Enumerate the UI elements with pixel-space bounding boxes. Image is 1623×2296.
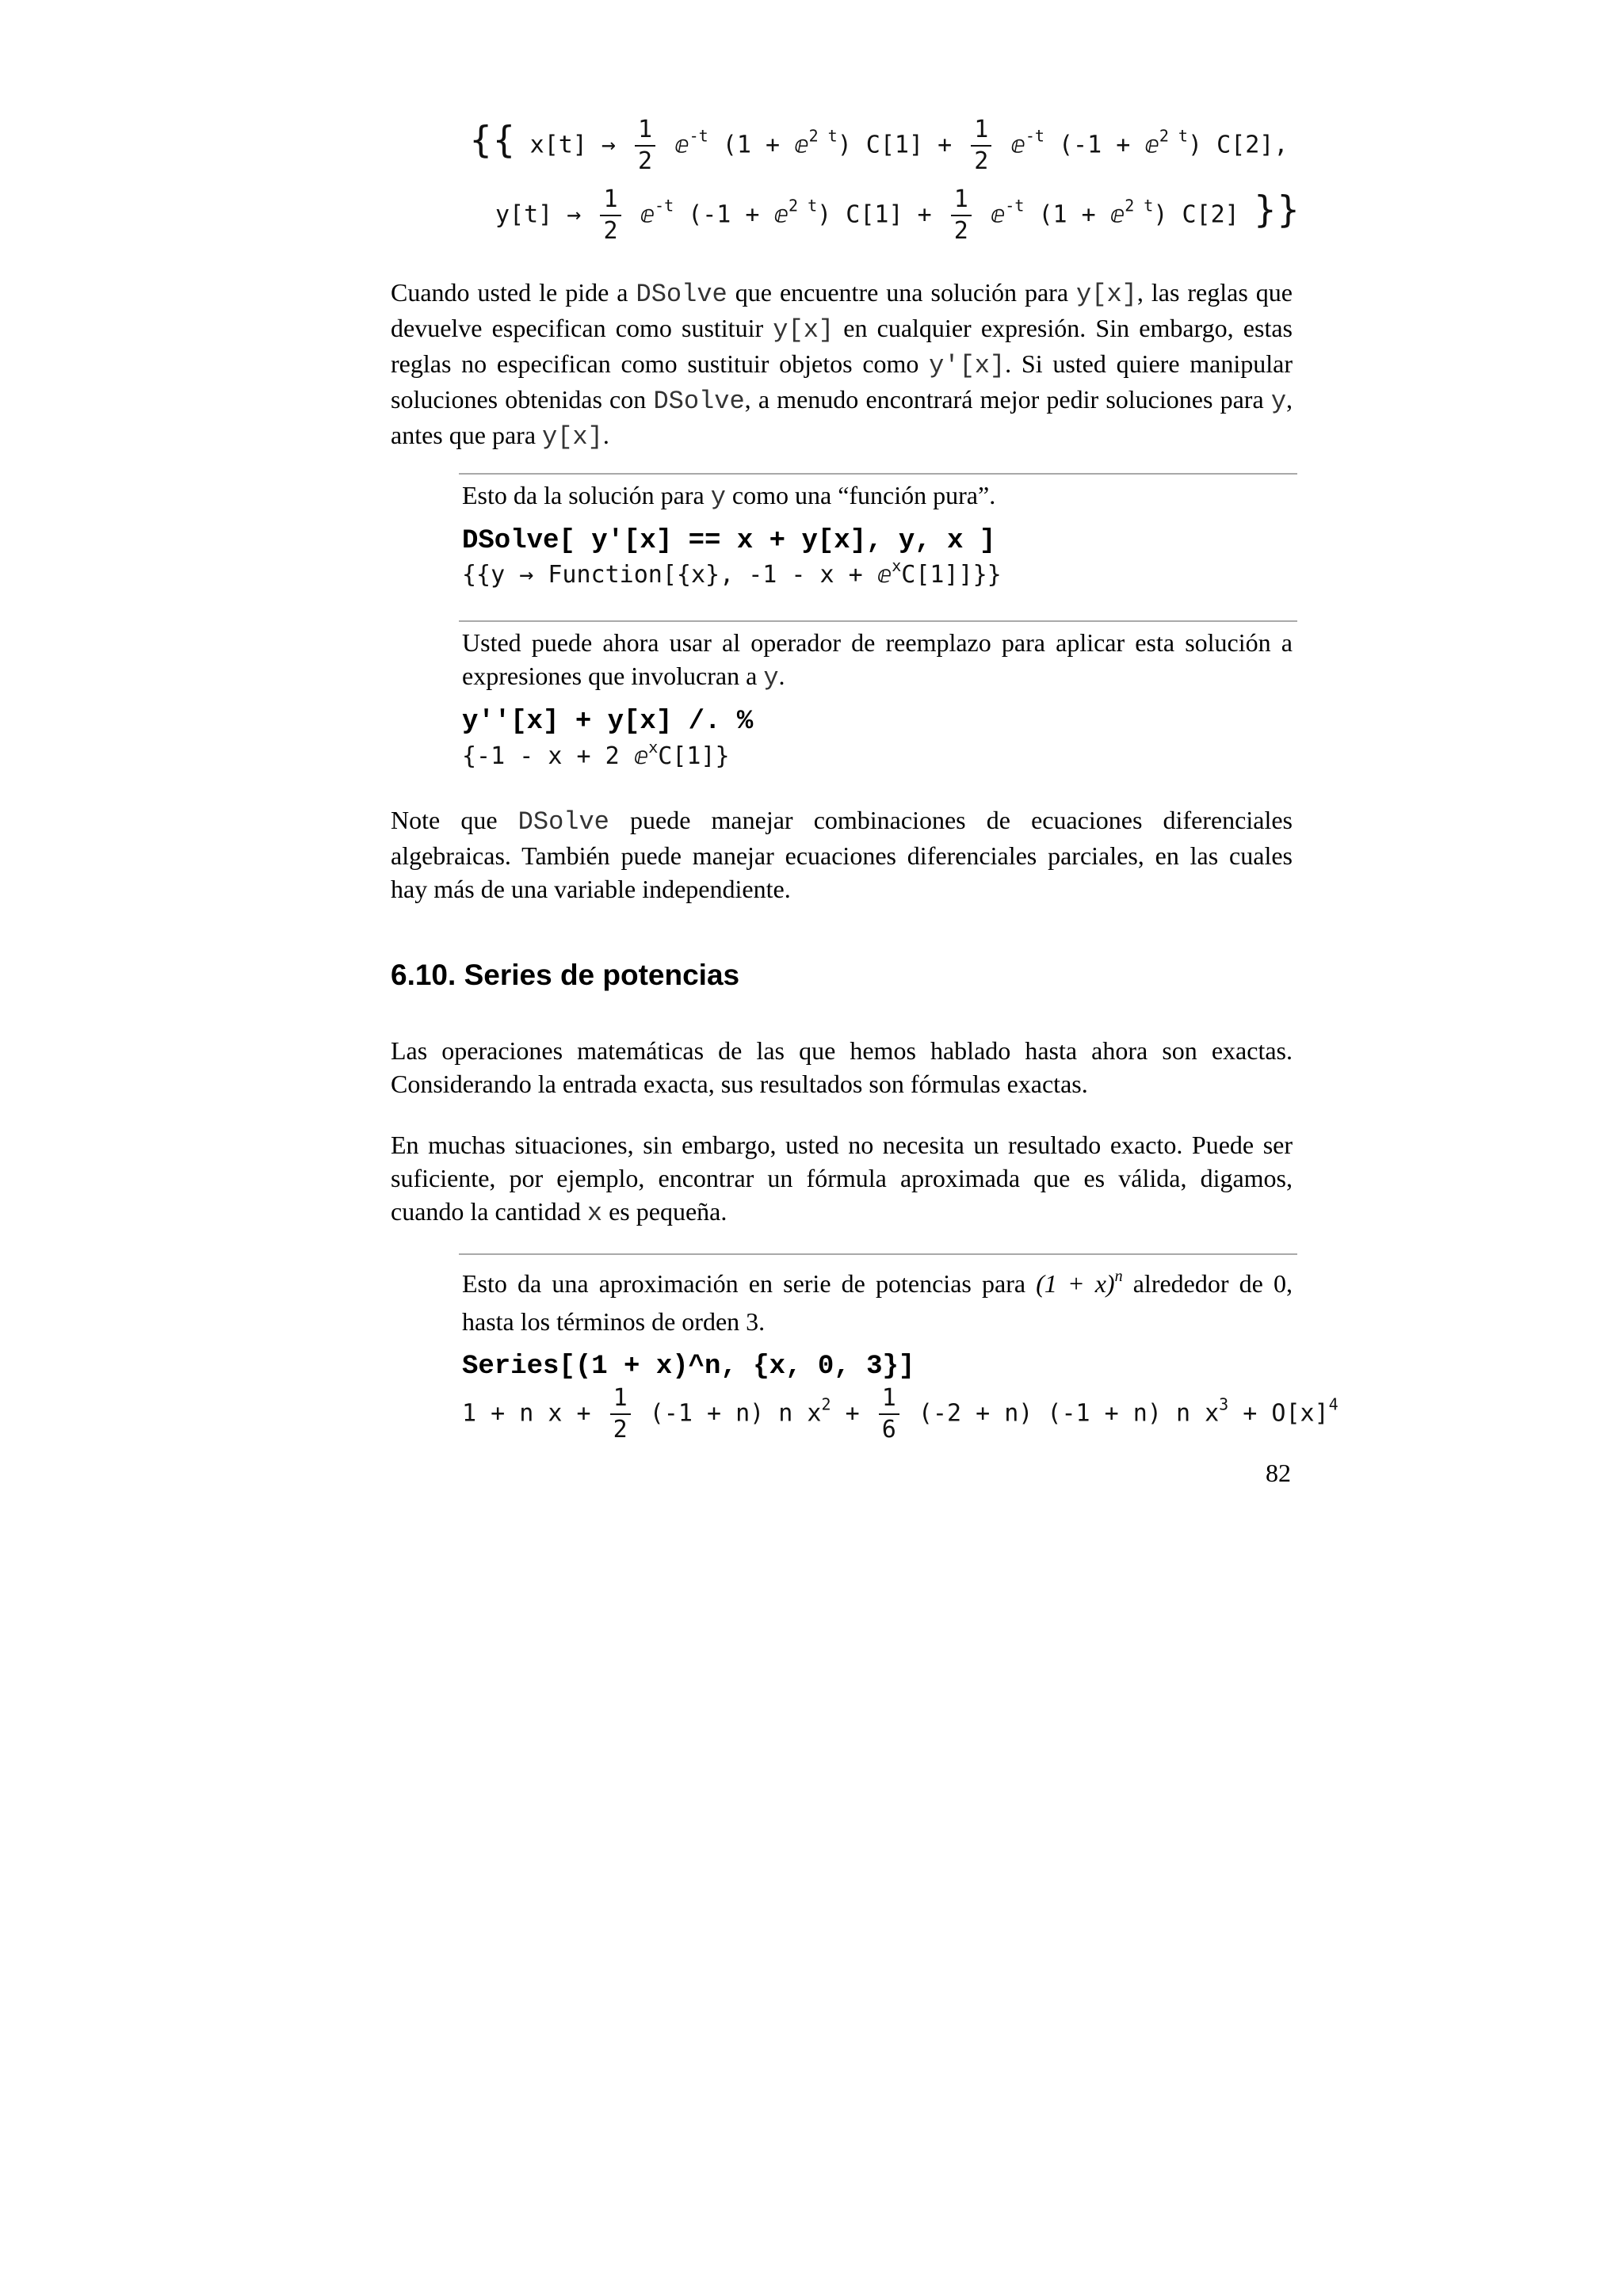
exp-e: ⅇ bbox=[990, 200, 1006, 229]
output-text: C[1]} bbox=[658, 742, 730, 770]
exponent: x bbox=[892, 556, 902, 575]
equation-x-line bbox=[469, 115, 1288, 177]
text-run: Note que bbox=[391, 806, 518, 834]
exponent: x bbox=[648, 738, 659, 757]
close-brace: }} bbox=[1253, 188, 1300, 231]
text-run: . Si usted quiere manipular soluciones obtenidas con bbox=[391, 349, 1293, 414]
inline-code: x bbox=[586, 1199, 603, 1228]
output-text: 1 + n x + bbox=[462, 1399, 591, 1428]
paragraph-approximate-results bbox=[391, 1128, 1293, 1230]
cell-divider bbox=[459, 620, 1297, 622]
output-text: (-2 + n) (-1 + n) n x bbox=[918, 1399, 1220, 1428]
exponent: 2 t bbox=[808, 126, 838, 146]
cell-divider bbox=[459, 1253, 1297, 1255]
section-heading: 6.10. Series de potencias bbox=[391, 959, 740, 991]
text-run: como una “función pura”. bbox=[725, 481, 996, 509]
eq-term: ) C[2] bbox=[1153, 200, 1239, 229]
eq-term: (1 + ⅇ bbox=[722, 131, 809, 159]
exponent: 3 bbox=[1219, 1394, 1229, 1414]
output-text: C[1]]}} bbox=[901, 561, 1002, 589]
text-run: alrededor de 0, hasta los términos de orden 3. bbox=[462, 1269, 1293, 1336]
frac-num: 1 bbox=[610, 1383, 631, 1415]
cell1-description bbox=[462, 479, 1293, 514]
frac-num: 1 bbox=[600, 185, 621, 216]
eq-term: (-1 + ⅇ bbox=[688, 200, 789, 229]
series-frac1 bbox=[610, 1383, 631, 1445]
text-run: Las operaciones matemáticas de las que hemos hablado hasta ahora son exactas. Considerando la entrada exacta, sus resultados son fórmulas exactas. bbox=[391, 1036, 1293, 1098]
text-run: , antes que para bbox=[391, 385, 1293, 449]
frac-num: 1 bbox=[951, 185, 972, 216]
inline-code: y bbox=[763, 663, 779, 692]
frac-num: 1 bbox=[879, 1383, 899, 1415]
inline-code: DSolve bbox=[517, 807, 609, 837]
inline-code: y[x] bbox=[773, 315, 834, 345]
inline-code: DSolve bbox=[636, 280, 727, 309]
text-run: es pequeña. bbox=[602, 1197, 727, 1226]
exponent: -t bbox=[689, 126, 708, 146]
paragraph-dsolve-capabilities bbox=[391, 803, 1293, 906]
exponent: 2 t bbox=[789, 196, 818, 215]
inline-code: y bbox=[1270, 387, 1287, 416]
inline-code: DSolve bbox=[653, 387, 745, 416]
cell1-input[interactable]: DSolve[ y'[x] == x + y[x], y, x ] bbox=[462, 526, 996, 556]
frac-den: 6 bbox=[881, 1416, 896, 1444]
eq-x-frac1 bbox=[635, 115, 655, 177]
paragraph-dsolve-rules bbox=[391, 276, 1293, 454]
text-run: En muchas situaciones, sin embargo, usted no necesita un resultado exacto. Puede ser suficiente, por ejemplo, encontrar un fórmula aproximada que es válida, digamos, cuando la cantidad bbox=[391, 1131, 1293, 1226]
frac-den: 2 bbox=[953, 217, 968, 245]
exp-e: ⅇ bbox=[1010, 131, 1025, 159]
eq-y-lhs: y[t] → bbox=[495, 200, 582, 229]
frac-num: 1 bbox=[635, 115, 655, 147]
inline-code: y'[x] bbox=[929, 351, 1006, 380]
exponent: 2 t bbox=[1125, 196, 1154, 215]
eq-term: ) C[1] + bbox=[817, 200, 932, 229]
cell3-output bbox=[462, 1383, 1338, 1445]
frac-num: 1 bbox=[971, 115, 991, 147]
exponent: -t bbox=[1005, 196, 1025, 215]
eq-term: (1 + ⅇ bbox=[1038, 200, 1125, 229]
cell2-input[interactable]: y''[x] + y[x] /. % bbox=[462, 707, 754, 737]
output-text: + O[x] bbox=[1228, 1399, 1329, 1428]
exponent: n bbox=[1114, 1268, 1123, 1285]
text-run: en cualquier expresión. Sin embargo, estas reglas no especifican como sustituir objetos como bbox=[391, 314, 1293, 378]
paragraph-exact-operations bbox=[391, 1034, 1293, 1100]
eq-y-frac2 bbox=[951, 185, 972, 246]
eq-x-frac2 bbox=[971, 115, 991, 177]
eq-term: (-1 + ⅇ bbox=[1059, 131, 1159, 159]
frac-den: 2 bbox=[974, 147, 989, 175]
exp-e: ⅇ bbox=[674, 131, 689, 159]
output-text: {{y → Function[{x}, -1 - x + ⅇ bbox=[462, 561, 892, 589]
text-run: , a menudo encontrará mejor pedir soluciones para bbox=[744, 385, 1271, 414]
exp-e: ⅇ bbox=[640, 200, 655, 229]
eq-x-lhs: x[t] → bbox=[529, 131, 616, 159]
output-text: + bbox=[831, 1399, 860, 1428]
exponent: 2 t bbox=[1159, 126, 1188, 146]
cell1-output bbox=[462, 556, 1002, 589]
eq-y-frac1 bbox=[600, 185, 621, 246]
cell3-input[interactable]: Series[(1 + x)^n, {x, 0, 3}] bbox=[462, 1352, 915, 1382]
cell2-description bbox=[462, 626, 1293, 695]
text-run: Cuando usted le pide a bbox=[391, 278, 636, 307]
exponent: 2 bbox=[821, 1394, 831, 1414]
inline-code: y[x] bbox=[542, 422, 603, 452]
text-run: Esto da una aproximación en serie de potencias para bbox=[462, 1269, 1037, 1298]
output-text: {-1 - x + 2 ⅇ bbox=[462, 742, 649, 770]
text-run: . bbox=[602, 421, 609, 449]
text-run: que encuentre una solución para bbox=[727, 278, 1077, 307]
equation-y-line bbox=[495, 185, 1300, 246]
eq-term: ) C[2], bbox=[1187, 131, 1289, 159]
text-run: Usted puede ahora usar al operador de reemplazo para aplicar esta solución a expresiones que involucran a bbox=[462, 628, 1293, 690]
frac-den: 2 bbox=[613, 1416, 628, 1444]
inline-code: y bbox=[710, 482, 726, 512]
frac-den: 2 bbox=[638, 147, 653, 175]
exponent: 4 bbox=[1328, 1394, 1338, 1414]
text-run: Esto da la solución para bbox=[462, 481, 711, 509]
text-run: puede manejar combinaciones de ecuaciones diferenciales algebraicas. También puede manejar ecuaciones diferenciales parciales, en las cuales hay más de una variable independiente. bbox=[391, 806, 1293, 903]
text-run: . bbox=[778, 662, 785, 690]
open-brace: {{ bbox=[469, 118, 516, 162]
cell-divider bbox=[459, 473, 1297, 475]
output-text: (-1 + n) n x bbox=[649, 1399, 822, 1428]
frac-den: 2 bbox=[603, 217, 618, 245]
exponent: -t bbox=[655, 196, 674, 215]
page-number: 82 bbox=[1266, 1459, 1291, 1487]
series-frac2 bbox=[879, 1383, 899, 1445]
cell2-output bbox=[462, 738, 730, 770]
exponent: -t bbox=[1025, 126, 1044, 146]
text-run: , las reglas que devuelve especifican como sustituir bbox=[391, 278, 1293, 342]
inline-code: y[x] bbox=[1076, 280, 1137, 309]
cell3-description bbox=[462, 1264, 1293, 1341]
eq-term: ) C[1] + bbox=[837, 131, 953, 159]
inline-math: (1 + x) bbox=[1036, 1269, 1115, 1298]
